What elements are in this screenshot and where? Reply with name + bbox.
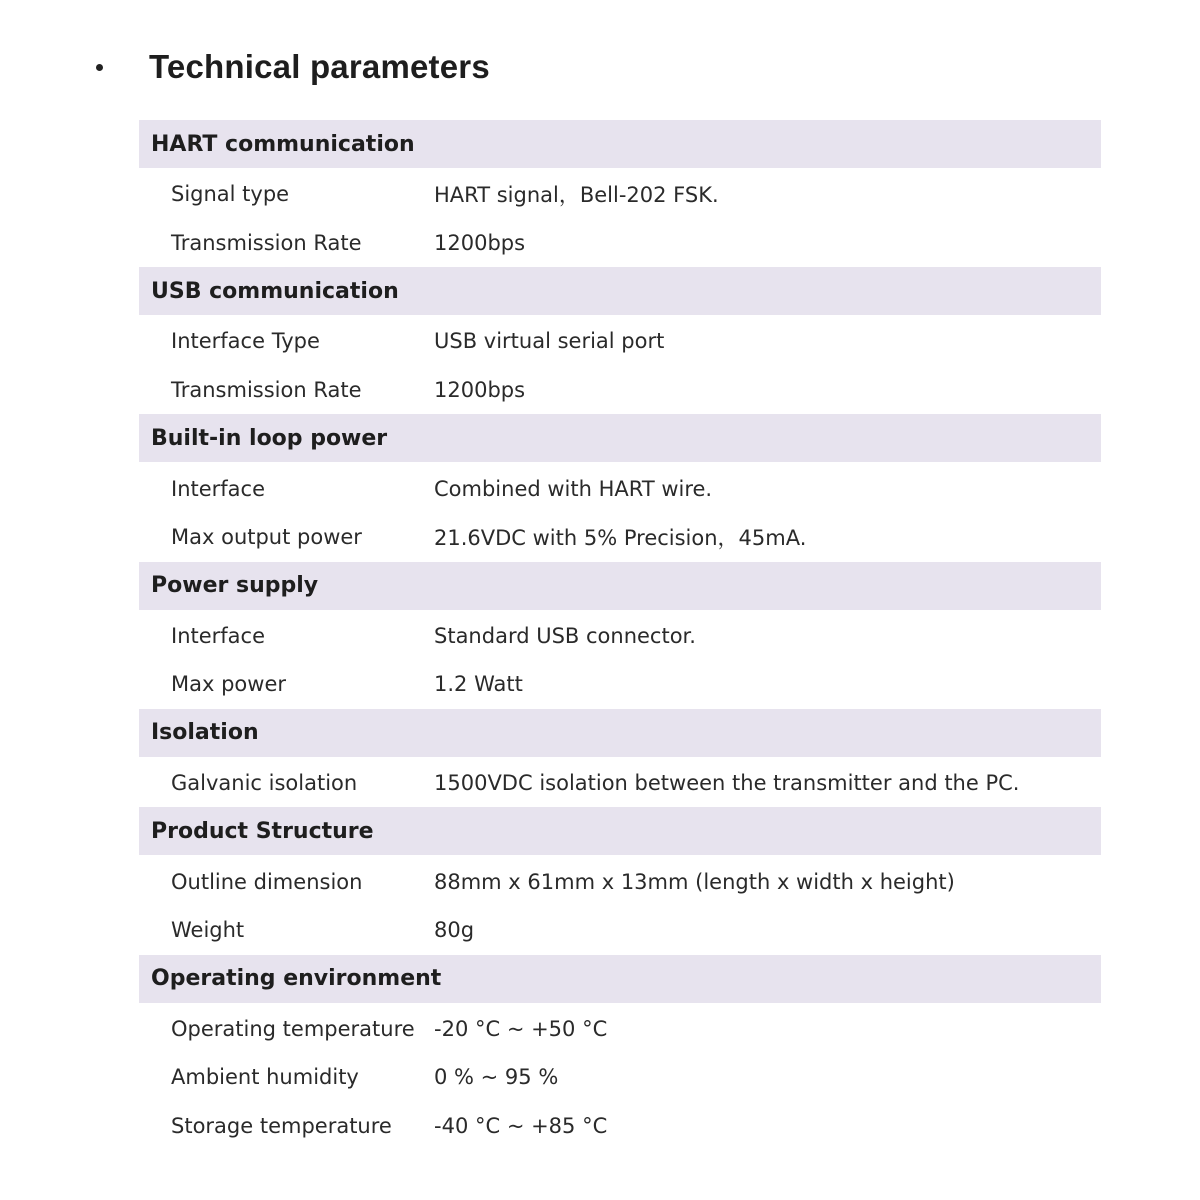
spec-table bbox=[139, 120, 1101, 1150]
spec-value: HART signal，Bell-202 FSK. bbox=[434, 183, 719, 208]
spec-label: Interface bbox=[171, 476, 266, 501]
section-header: Product Structure bbox=[139, 807, 1101, 855]
spec-label: Interface Type bbox=[171, 329, 320, 354]
section-power-supply bbox=[139, 562, 1101, 709]
spec-label: Operating temperature bbox=[171, 1016, 415, 1041]
spec-row bbox=[139, 1102, 1101, 1151]
spec-label: Transmission Rate bbox=[171, 230, 362, 255]
spec-label: Galvanic isolation bbox=[171, 771, 358, 796]
spec-row bbox=[139, 1005, 1101, 1054]
spec-label: Signal type bbox=[171, 182, 290, 207]
section-header: USB communication bbox=[139, 267, 1101, 315]
section-header: HART communication bbox=[139, 120, 1101, 168]
spec-row bbox=[139, 759, 1101, 808]
spec-label: Transmission Rate bbox=[171, 378, 362, 403]
section-built-in-loop-power bbox=[139, 414, 1101, 561]
spec-value: 1200bps bbox=[434, 230, 526, 255]
page-title: Technical parameters bbox=[149, 48, 490, 85]
page-heading bbox=[92, 42, 490, 92]
spec-row bbox=[139, 219, 1101, 268]
spec-label: Outline dimension bbox=[171, 869, 363, 894]
spec-label: Ambient humidity bbox=[171, 1065, 359, 1090]
section-hart-communication bbox=[139, 120, 1101, 267]
spec-label: Max power bbox=[171, 672, 286, 697]
spec-value: 1200bps bbox=[434, 378, 526, 403]
spec-value: 80g bbox=[434, 918, 475, 943]
spec-value: 1500VDC isolation between the transmitter and the PC. bbox=[434, 771, 1020, 796]
spec-value: 88mm x 61mm x 13mm (length x width x height) bbox=[434, 869, 955, 894]
section-header: Operating environment bbox=[139, 955, 1101, 1003]
spec-value: Standard USB connector. bbox=[434, 623, 696, 648]
section-header: Isolation bbox=[139, 709, 1101, 757]
spec-row bbox=[139, 317, 1101, 366]
section-header: Built-in loop power bbox=[139, 414, 1101, 462]
spec-row bbox=[139, 366, 1101, 415]
section-product-structure bbox=[139, 807, 1101, 954]
spec-row bbox=[139, 1053, 1101, 1102]
spec-label: Weight bbox=[171, 918, 245, 943]
spec-value: USB virtual serial port bbox=[434, 329, 665, 354]
section-usb-communication bbox=[139, 267, 1101, 414]
spec-value: 21.6VDC with 5% Precision，45mA. bbox=[434, 526, 807, 551]
spec-label: Interface bbox=[171, 623, 266, 648]
spec-row bbox=[139, 513, 1101, 562]
spec-label: Max output power bbox=[171, 525, 362, 550]
spec-value: 0 % ~ 95 % bbox=[434, 1065, 559, 1090]
spec-row bbox=[139, 857, 1101, 906]
spec-value: Combined with HART wire. bbox=[434, 476, 713, 501]
spec-label: Storage temperature bbox=[171, 1114, 392, 1139]
section-operating-environment bbox=[139, 955, 1101, 1151]
spec-value: -40 °C ~ +85 °C bbox=[434, 1114, 608, 1139]
section-header: Power supply bbox=[139, 562, 1101, 610]
spec-value: 1.2 Watt bbox=[434, 672, 523, 697]
section-isolation bbox=[139, 709, 1101, 808]
spec-row bbox=[139, 612, 1101, 661]
spec-value: -20 °C ~ +50 °C bbox=[434, 1016, 608, 1041]
spec-row bbox=[139, 170, 1101, 219]
spec-row bbox=[139, 464, 1101, 513]
bullet-icon bbox=[96, 64, 103, 71]
spec-row bbox=[139, 906, 1101, 955]
spec-row bbox=[139, 660, 1101, 709]
